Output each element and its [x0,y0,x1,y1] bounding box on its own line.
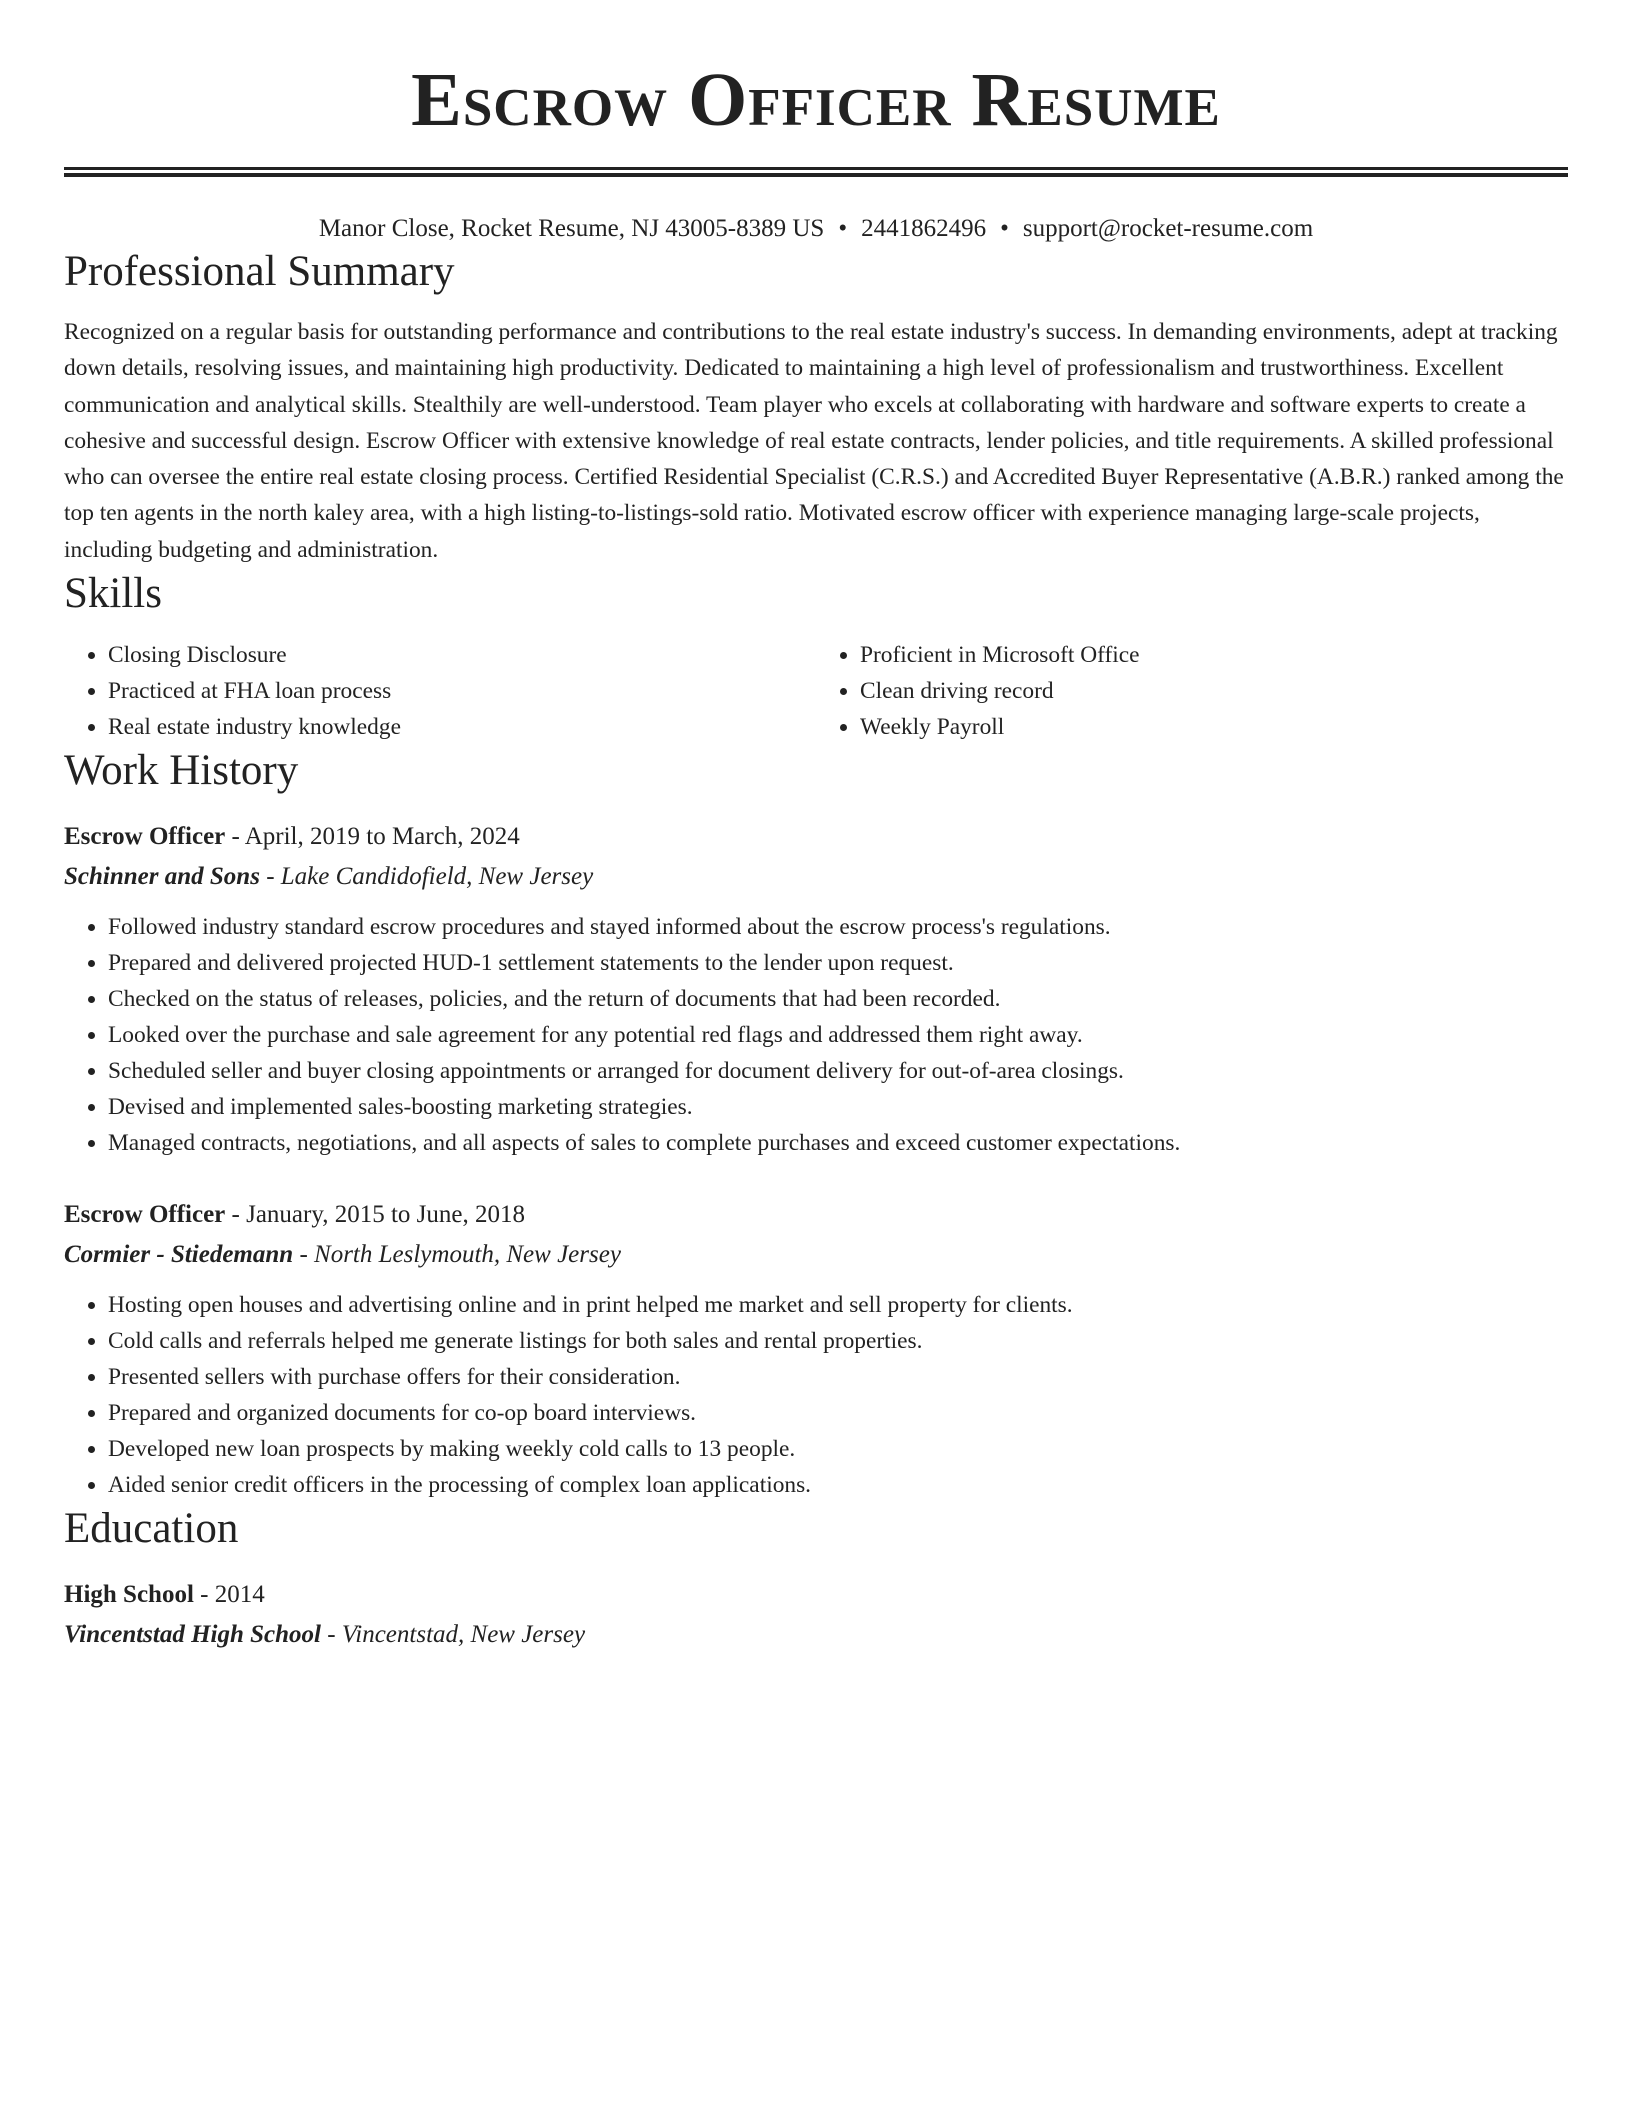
company-name: Schinner and Sons [64,863,260,891]
skills-heading: Skills [64,570,162,618]
job-bullet: • Aided senior credit officers in the processing of complex loan applications. [108,1467,1568,1503]
job-bullet: • Checked on the status of releases, policies, and the return of documents that had been recorded. [108,981,1568,1017]
job-bullet: • Scheduled seller and buyer closing appointments or arranged for document delivery for out-of-area closings. [108,1053,1568,1089]
skill-item: • Proficient in Microsoft Office [860,637,1568,673]
dash: - [299,1241,308,1269]
job-bullet: • Followed industry standard escrow procedures and stayed informed about the escrow process's regulations. [108,909,1568,945]
job-title: Escrow Officer [64,1201,226,1229]
summary-text: Recognized on a regular basis for outstanding performance and contributions to the real estate industry's success. In demanding environments, adept at tracking down details, resolving issues, and maintaining high productivity. Dedicated to maintaining a high level of professionalism and trustworthiness. Excellent communication and analytical skills. Stealthily are well-understood. Team player who excels at collaborating with hardware and software experts to create a cohesive and successful design. Escrow Officer with extensive knowledge of real estate contracts, lender policies, and title requirements. A skilled professional who can oversee the entire real estate closing process. Certified Residential Specialist (C.R.S.) and Accredited Buyer Representative (A.B.R.) ranked among the top ten agents in the north kaley area, with a high listing-to-listings-sold ratio. Motivated escrow officer with experience managing large-scale projects, including budgeting and administration. [64,319,1564,563]
degree-line [64,1575,1568,1615]
job-title: Escrow Officer [64,823,226,851]
skill-item: • Clean driving record [860,673,1568,709]
education-heading: Education [64,1505,239,1553]
job-dates: January, 2015 to June, 2018 [246,1201,526,1229]
dash: - [231,823,240,851]
contact-email: support@rocket-resume.com [1022,215,1314,242]
school-name: Vincentstad High School [64,1621,322,1649]
company-name: Cormier - Stiedemann [64,1241,294,1269]
skills-list [64,637,1568,745]
job-title-line [64,1195,1568,1235]
skill-item: • Closing Disclosure [108,637,816,673]
skill-item: • Practiced at FHA loan process [108,673,816,709]
contact-address: Manor Close, Rocket Resume, NJ 43005-8389 US [318,215,825,242]
job-bullet: • Hosting open houses and advertising online and in print helped me market and sell property for clients. [108,1287,1568,1323]
skills-column-left [64,637,816,745]
skill-item: • Real estate industry knowledge [108,709,816,745]
job-entry [64,817,1568,1161]
contact-separator: • [1000,215,1009,242]
job-bullet: • Developed new loan prospects by making weekly cold calls to 13 people. [108,1431,1568,1467]
job-title-line [64,817,1568,857]
job-bullet: • Devised and implemented sales-boosting marketing strategies. [108,1089,1568,1125]
degree: High School [64,1581,194,1609]
school-location: Vincentstad, New Jersey [341,1621,586,1649]
contact-phone: 2441862496 [861,215,987,242]
dash: - [266,863,275,891]
job-bullets [64,1287,1568,1503]
company-line [64,857,1568,897]
job-bullet: • Cold calls and referrals helped me generate listings for both sales and rental properties. [108,1323,1568,1359]
work-history-heading: Work History [64,747,299,795]
education-entry [64,1575,1568,1655]
job-bullet: • Prepared and organized documents for co-op board interviews. [108,1395,1568,1431]
job-bullet: • Presented sellers with purchase offers for their consideration. [108,1359,1568,1395]
graduation-year: 2014 [214,1581,265,1609]
contact-separator: • [838,215,848,242]
school-line [64,1615,1568,1655]
company-location: North Leslymouth, New Jersey [314,1241,621,1269]
job-entry [64,1195,1568,1503]
skill-item: • Weekly Payroll [860,709,1568,745]
job-bullets [64,909,1568,1161]
job-bullet: • Prepared and delivered projected HUD-1 settlement statements to the lender upon request. [108,945,1568,981]
resume-title: Escrow Officer Resume [411,58,1221,142]
title-double-rule [64,167,1568,177]
dash: - [327,1621,336,1649]
skills-column-right [816,637,1568,745]
job-bullet: • Managed contracts, negotiations, and all aspects of sales to complete purchases and exceed customer expectations. [108,1125,1568,1161]
dash: - [200,1581,209,1609]
company-location: Lake Candidofield, New Jersey [280,863,594,891]
company-line [64,1235,1568,1275]
dash: - [231,1201,240,1229]
summary-heading: Professional Summary [64,248,455,295]
job-bullet: • Looked over the purchase and sale agreement for any potential red flags and addressed them right away. [108,1017,1568,1053]
contact-line [64,212,1568,246]
job-dates: April, 2019 to March, 2024 [244,823,520,851]
